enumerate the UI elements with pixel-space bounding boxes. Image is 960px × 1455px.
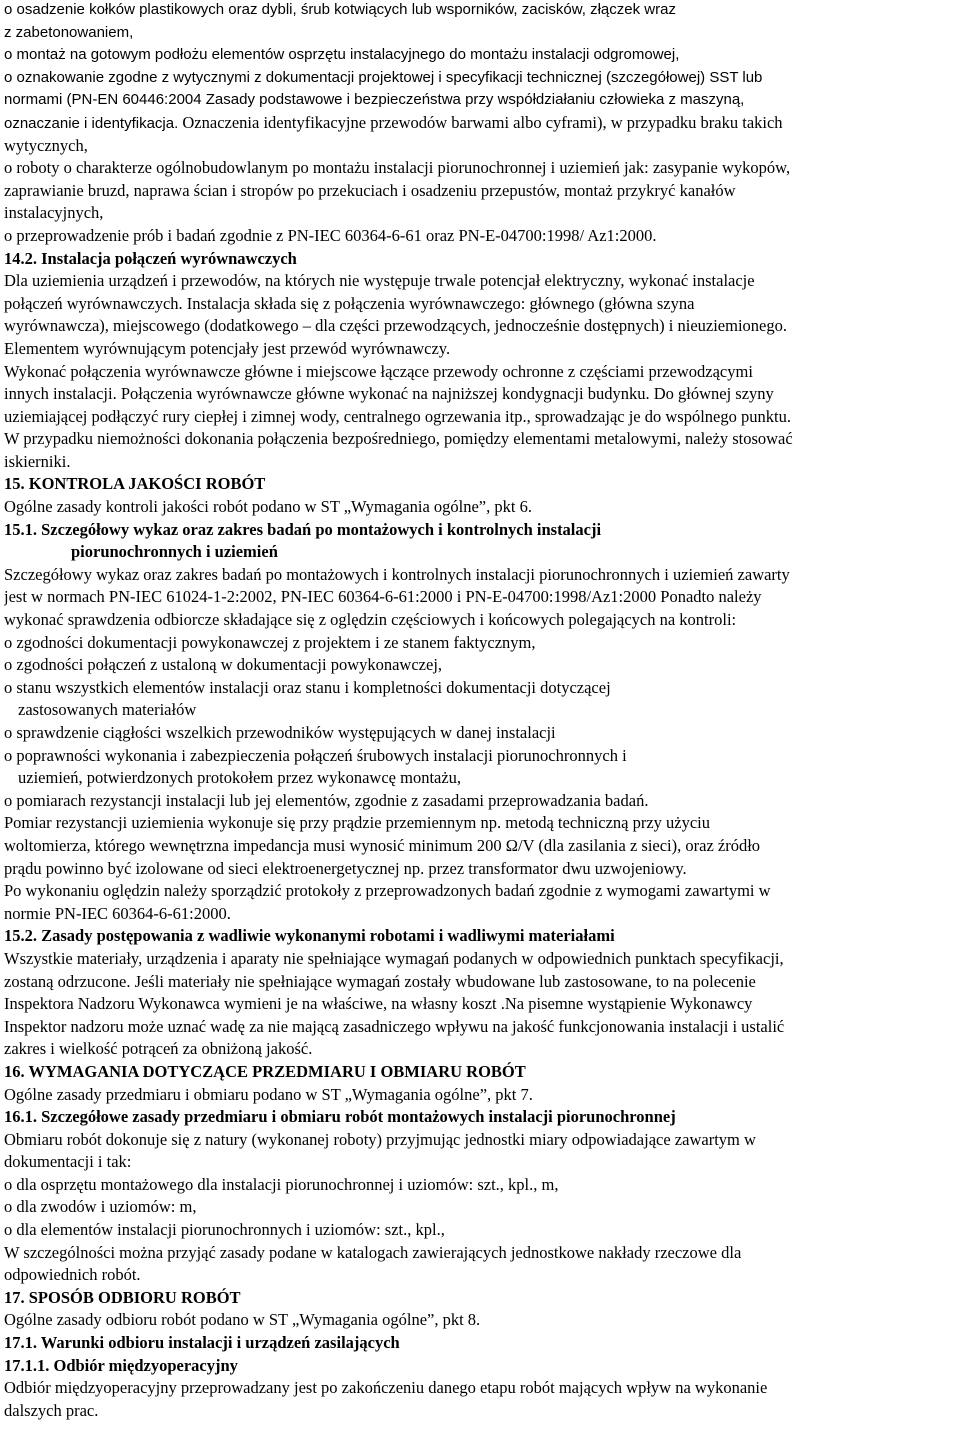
text-line: Wszystkie materiały, urządzenia i aparaty nie spełniające wymagań podanych w odpowiednich punktach specyfikacji, — [4, 948, 784, 968]
text-line: o dla osprzętu montażowego dla instalacji piorunochronnej i uziomów: szt., kpl., m, — [4, 1174, 559, 1194]
text-fragment-serif: Oznaczenia identyfikacyjne przewodów barwami albo cyframi), w przypadku braku takich — [178, 112, 783, 132]
text-line: woltomierza, którego wewnętrzna impedancja musi wynosić minimum 200 Ω/V (dla zasilania z sieci), oraz źródło — [4, 835, 761, 855]
text-line: o dla zwodów i uziomów: m, — [4, 1197, 197, 1217]
text-line: Dla uziemienia urządzeń i przewodów, na których nie występuje trwale potencjał elektryczny, wykonać instalacje — [4, 271, 755, 291]
text-line: W szczególności można przyjąć zasady podane w katalogach zawierających jednostkowe nakłady rzeczowe dla — [4, 1242, 742, 1262]
text-line: zakres i wielkość potrąceń za obniżoną jakość. — [4, 1039, 313, 1059]
text-line: Wykonać połączenia wyrównawcze główne i miejscowe łączące przewody ochronne z częściami przewodzącymi — [4, 361, 753, 381]
text-line: wykonać sprawdzenia odbiorcze składające się z oględzin częściowych i końcowych polegających na kontroli: — [4, 610, 737, 630]
text-line: jest w normach PN-IEC 61024-1-2:2002, PN-IEC 60364-6-61:2000 i PN-E-04700:1998/Az1:2000 Ponadto należy — [4, 587, 762, 607]
text-line: innych instalacji. Połączenia wyrównawcze główne wykonać na najniższej kondygnacji budynku. Do głównej szyny — [4, 384, 774, 404]
text-line: o zgodności dokumentacji powykonawczej z projektem i ze stanem faktycznym, — [4, 632, 536, 652]
text-line: wyrównawcza), miejscowego (dodatkowego – dla części przewodzących, jednocześnie dostępnych) i nieuziemionego. — [4, 316, 787, 336]
section-heading: 15.2. Zasady postępowania z wadliwie wykonanymi robotami i wadliwymi materiałami — [4, 926, 615, 946]
text-line: połączeń wyrównawczych. Instalacja składa się z połączenia wyrównawczego: głównego (główna szyna — [4, 293, 695, 313]
text-line: Odbiór międzyoperacyjny przeprowadzany jest po zakończeniu danego etapu robót mających wpływ na wykonanie — [4, 1378, 768, 1398]
text-line: Po wykonaniu oględzin należy sporządzić protokoły z przeprowadzonych badań zgodnie z wymogami zawartymi w — [4, 881, 771, 901]
text-line: Szczegółowy wykaz oraz zakres badań po montażowych i kontrolnych instalacji piorunochronnych i uziemień zawarty — [4, 564, 790, 584]
text-line — [4, 112, 952, 135]
section-heading: 15. KONTROLA JAKOŚCI ROBÓT — [4, 474, 266, 494]
text-line: odpowiednich robót. — [4, 1265, 141, 1285]
text-line: o przeprowadzenie prób i badań zgodnie z PN-IEC 60364-6-61 oraz PN-E-04700:1998/ Az1:2000. — [4, 225, 657, 245]
text-line: o dla elementów instalacji piorunochronnych i uziomów: szt., kpl., — [4, 1220, 445, 1240]
text-line: o osadzenie kołków plastikowych oraz dybli, śrub kotwiących lub wsporników, zacisków, złączek wraz — [4, 1, 676, 18]
text-line: o sprawdzenie ciągłości wszelkich przewodników występujących w danej instalacji — [4, 723, 556, 742]
text-line: zaprawianie bruzd, naprawa ścian i stropów po przekuciach i osadzeniu przepustów, montaż przykryć kanałów — [4, 180, 736, 200]
text-line: o pomiarach rezystancji instalacji lub jej elementów, zgodnie z zasadami przeprowadzania badań. — [4, 790, 649, 810]
document-body — [4, 0, 952, 1422]
text-line: Elementem wyrównującym potencjały jest przewód wyrównawczy. — [4, 338, 451, 358]
text-line: uziemiającej podłączyć rury ciepłej i zimnej wody, centralnego ogrzewania itp., sprowadzając je do wspólnego punktu. — [4, 406, 791, 426]
text-line: o poprawności wykonania i zabezpieczenia połączeń śrubowych instalacji piorunochronnych i — [4, 745, 627, 765]
section-heading: 17.1. Warunki odbioru instalacji i urządzeń zasilających — [4, 1333, 400, 1353]
text-line: zastosowanych materiałów — [18, 700, 197, 720]
text-line: zostaną odrzucone. Jeśli materiały nie spełniające wymagań zostały wbudowane lub zastosowane, to na polecenie — [4, 971, 756, 991]
text-line: z zabetonowaniem, — [4, 23, 134, 41]
text-line: uziemień, potwierdzonych protokołem przez wykonawcę montażu, — [18, 768, 462, 788]
text-fragment-sans: oznaczanie i identyfikacja. — [4, 114, 179, 132]
text-line: instalacyjnych, — [4, 203, 104, 223]
text-line: dalszych prac. — [4, 1400, 99, 1420]
text-line: Ogólne zasady kontroli jakości robót podano w ST „Wymagania ogólne”, pkt 6. — [4, 497, 532, 517]
section-heading: 17.1.1. Odbiór międzyoperacyjny — [4, 1355, 238, 1375]
text-line: o oznakowanie zgodne z wytycznymi z dokumentacji projektowej i specyfikacji technicznej (szczegółowej) SST lub — [4, 68, 763, 86]
text-line: Pomiar rezystancji uziemienia wykonuje się przy prądzie przemiennym np. metodą techniczną przy użyciu — [4, 813, 711, 833]
text-line: o roboty o charakterze ogólnobudowlanym po montażu instalacji piorunochronnej i uziemień jak: zasypanie wykopów, — [4, 158, 791, 178]
text-line: o stanu wszystkich elementów instalacji oraz stanu i kompletności dokumentacji dotyczącej — [4, 677, 611, 697]
text-line: normami (PN-EN 60446:2004 Zasady podstawowe i bezpieczeństwa przy współdziałaniu człowieka z maszyną, — [4, 91, 745, 109]
text-line: normie PN-IEC 60364-6-61:2000. — [4, 903, 231, 923]
section-heading: 14.2. Instalacja połączeń wyrównawczych — [4, 248, 297, 268]
text-line: wytycznych, — [4, 135, 88, 155]
text-line: Obmiaru robót dokonuje się z natury (wykonanej roboty) przyjmując jednostki miary odpowiadające zawartym w — [4, 1129, 756, 1149]
text-line: prądu powinno być izolowane od sieci elektroenergetycznej np. przez transformator dwu uzwojeniowy. — [4, 858, 687, 878]
text-line: iskierniki. — [4, 451, 71, 471]
text-line: W przypadku niemożności dokonania połączenia bezpośredniego, pomiędzy elementami metalowymi, należy stosować — [4, 429, 793, 449]
section-heading: 15.1. Szczegółowy wykaz oraz zakres badań po montażowych i kontrolnych instalacji — [4, 519, 602, 539]
text-line: Inspektora Nadzoru Wykonawca wymieni je na właściwe, na własny koszt .Na pisemne wystąpienie Wykonawcy — [4, 994, 753, 1014]
text-line: Ogólne zasady przedmiaru i obmiaru podano w ST „Wymagania ogólne”, pkt 7. — [4, 1084, 533, 1104]
text-line: o montaż na gotowym podłożu elementów osprzętu instalacyjnego do montażu instalacji odgromowej, — [4, 46, 680, 64]
text-line: o zgodności połączeń z ustaloną w dokumentacji powykonawczej, — [4, 655, 443, 675]
section-heading: 16.1. Szczegółowe zasady przedmiaru i obmiaru robót montażowych instalacji piorunochronnej — [4, 1107, 676, 1127]
section-heading: 17. SPOSÓB ODBIORU ROBÓT — [4, 1287, 241, 1307]
text-line: Inspektor nadzoru może uznać wadę za nie mającą zasadniczego wpływu na jakość funkcjonowania instalacji i ustalić — [4, 1016, 785, 1036]
section-heading: 16. WYMAGANIA DOTYCZĄCE PRZEDMIARU I OBMIARU ROBÓT — [4, 1061, 526, 1081]
section-heading: piorunochronnych i uziemień — [71, 542, 278, 562]
text-line: dokumentacji i tak: — [4, 1152, 132, 1172]
text-line: Ogólne zasady odbioru robót podano w ST „Wymagania ogólne”, pkt 8. — [4, 1310, 481, 1330]
